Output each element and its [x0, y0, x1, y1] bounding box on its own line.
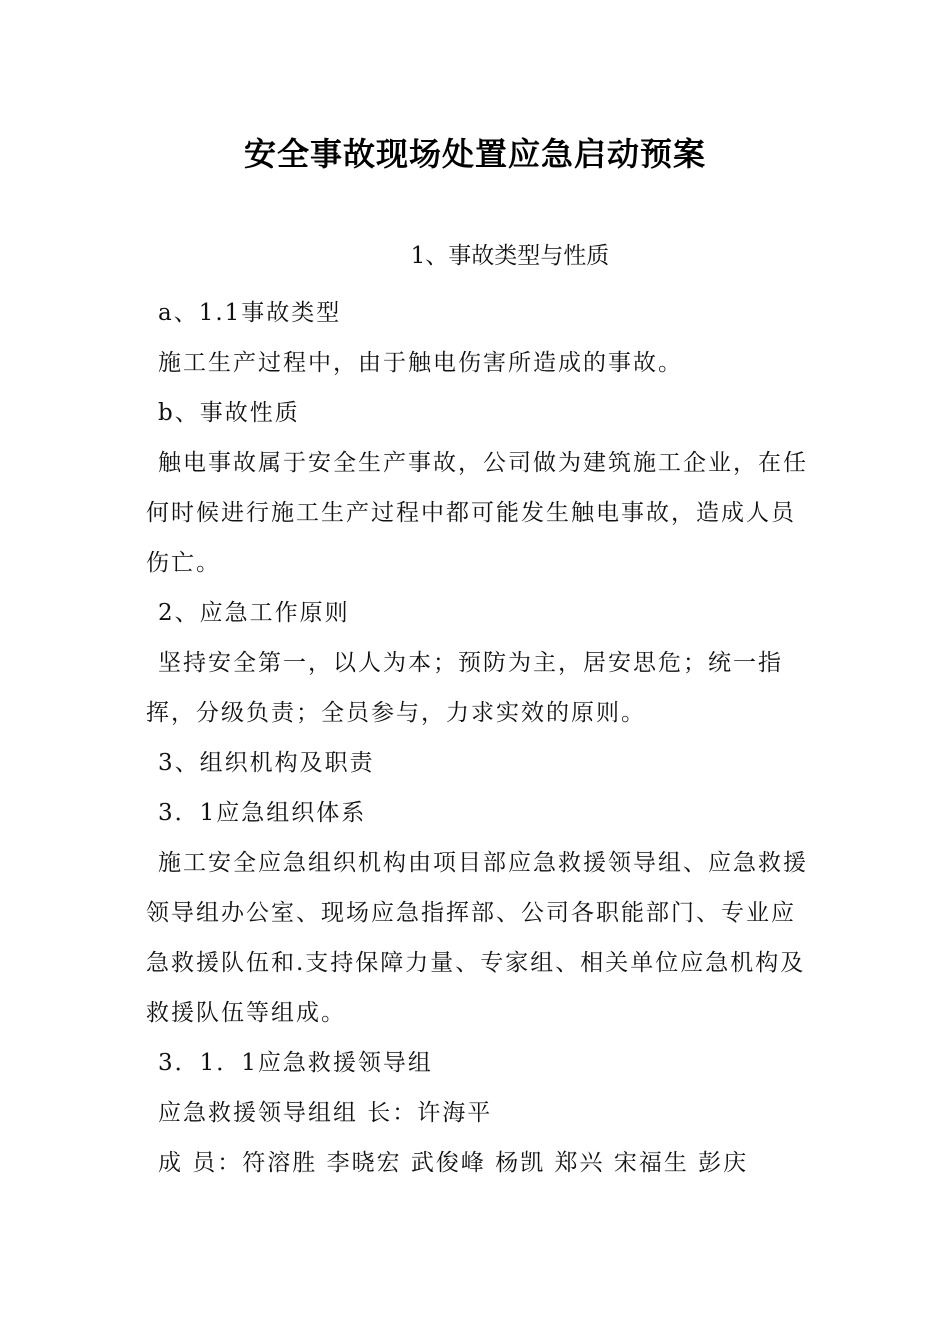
- leadership-group-members: 成 员：符溶胜 李晓宏 武俊峰 杨凯 郑兴 宋福生 彭庆: [158, 1150, 749, 1176]
- paragraph-response-principles: 坚持安全第一，以人为本；预防为主，居安思危；统一指挥，分级负责；全员参与，力求实效的原则。: [146, 650, 783, 726]
- paragraph-accident-type: 施工生产过程中，由于触电伤害所造成的事故。: [158, 350, 683, 376]
- subheading-accident-nature: b、事故性质: [158, 400, 300, 426]
- paragraph-accident-nature: 触电事故属于安全生产事故，公司做为建筑施工企业，在任何时候进行施工生产过程中都可能发生触电事故，造成人员伤亡。: [146, 450, 808, 576]
- paragraph-emergency-system: 施工安全应急组织机构由项目部应急救援领导组、应急救援领导组办公室、现场应急指挥部、公司各职能部门、专业应急救援队伍和.支持保障力量、专家组、相关单位应急机构及救援队伍等组成。: [146, 850, 808, 1026]
- document-body: [146, 288, 808, 1188]
- section-heading-accident-types: 1、事故类型与性质: [410, 243, 610, 269]
- heading-response-principles: 2、应急工作原则: [158, 600, 350, 626]
- leadership-group-leader: 应急救援领导组组 长：许海平: [158, 1100, 493, 1126]
- subheading-emergency-system: 3．1应急组织体系: [158, 800, 367, 826]
- heading-organization: 3、组织机构及职责: [158, 750, 375, 776]
- subheading-accident-type: a、1.1事故类型: [158, 300, 342, 326]
- document-title: 安全事故现场处置应急启动预案: [243, 135, 706, 173]
- subheading-leadership-group: 3．1．1应急救援领导组: [158, 1050, 433, 1076]
